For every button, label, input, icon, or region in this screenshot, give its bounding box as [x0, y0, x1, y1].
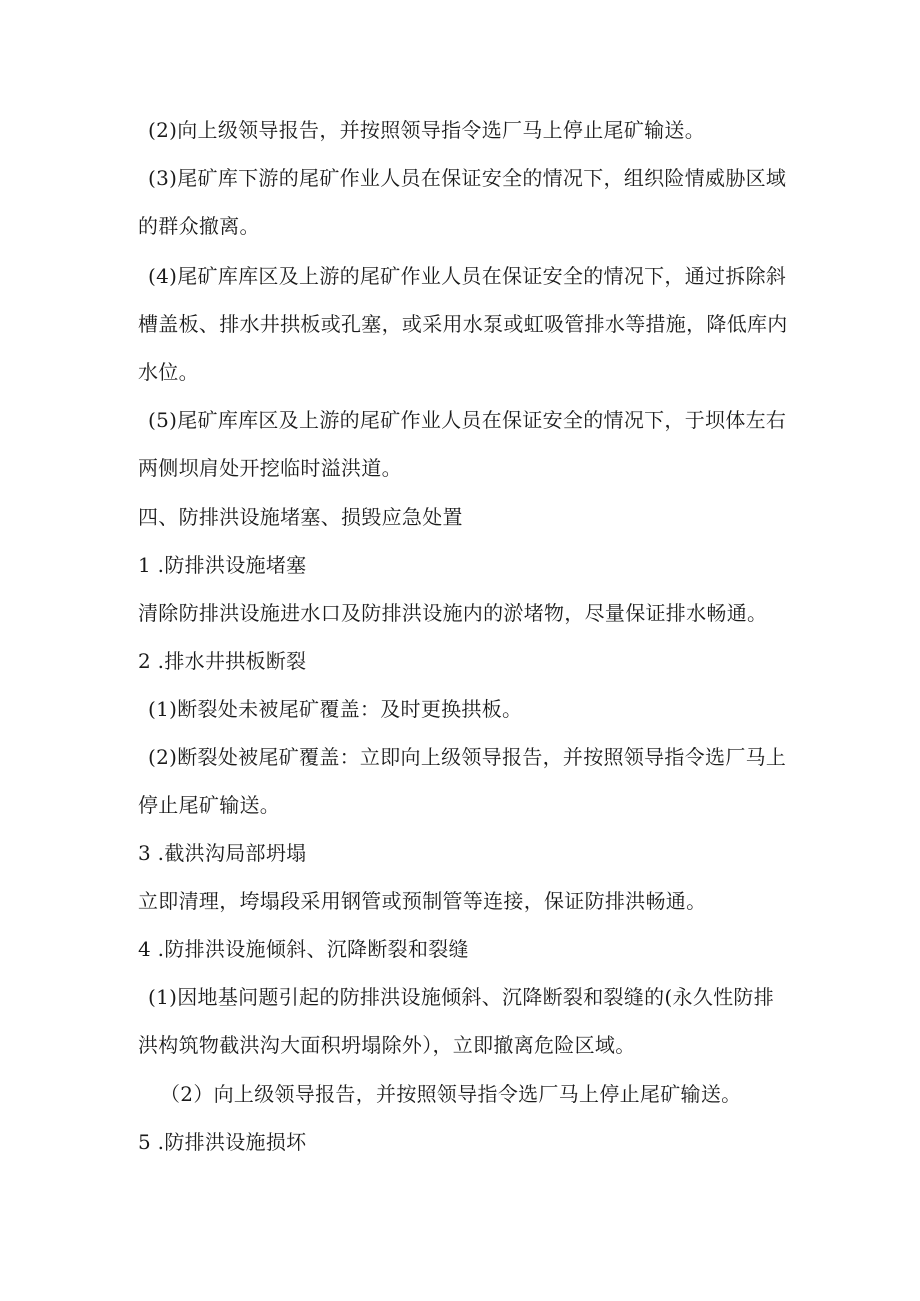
paragraph-line: 两侧坝肩处开挖临时溢洪道。: [138, 456, 402, 480]
paragraph-line: 的群众撤离。: [138, 214, 260, 238]
paragraph-line: (2)断裂处被尾矿覆盖：立即向上级领导报告，并按照领导指令选厂马上: [148, 745, 787, 769]
paragraph-line: (3)尾矿库下游的尾矿作业人员在保证安全的情况下，组织险情威胁区域: [148, 166, 787, 190]
subsection-heading: 5 .防排洪设施损坏: [138, 1130, 307, 1154]
subsection-heading: 3 .截洪沟局部坍塌: [138, 841, 307, 865]
subsection-heading: 4 .防排洪设施倾斜、沉降断裂和裂缝: [138, 937, 469, 961]
paragraph-line: (2)向上级领导报告，并按照领导指令选厂马上停止尾矿输送。: [148, 118, 706, 142]
section-heading: 四、防排洪设施堵塞、损毁应急处置: [138, 505, 463, 529]
paragraph-line: (1)因地基问题引起的防排洪设施倾斜、沉降断裂和裂缝的(永久性防排: [148, 985, 775, 1009]
paragraph-line: 槽盖板、排水井拱板或孔塞，或采用水泵或虹吸管排水等措施，降低库内: [138, 312, 788, 336]
subsection-heading: 1 .防排洪设施堵塞: [138, 553, 307, 577]
paragraph-line: (5)尾矿库库区及上游的尾矿作业人员在保证安全的情况下，于坝体左右: [148, 408, 787, 432]
paragraph-line: (4)尾矿库库区及上游的尾矿作业人员在保证安全的情况下，通过拆除斜: [148, 264, 787, 288]
paragraph-line: 立即清理，垮塌段采用钢管或预制管等连接，保证防排洪畅通。: [138, 889, 707, 913]
paragraph-line: 洪构筑物截洪沟大面积坍塌除外），立即撤离危险区域。: [138, 1033, 636, 1057]
paragraph-line: （2）向上级领导报告，并按照领导指令选厂马上停止尾矿输送。: [160, 1082, 742, 1106]
paragraph-line: (1)断裂处未被尾矿覆盖：及时更换拱板。: [148, 697, 523, 721]
paragraph-line: 停止尾矿输送。: [138, 793, 281, 817]
paragraph-line: 水位。: [138, 360, 199, 384]
subsection-heading: 2 .排水井拱板断裂: [138, 649, 307, 673]
paragraph-line: 清除防排洪设施进水口及防排洪设施内的淤堵物，尽量保证排水畅通。: [138, 601, 768, 625]
